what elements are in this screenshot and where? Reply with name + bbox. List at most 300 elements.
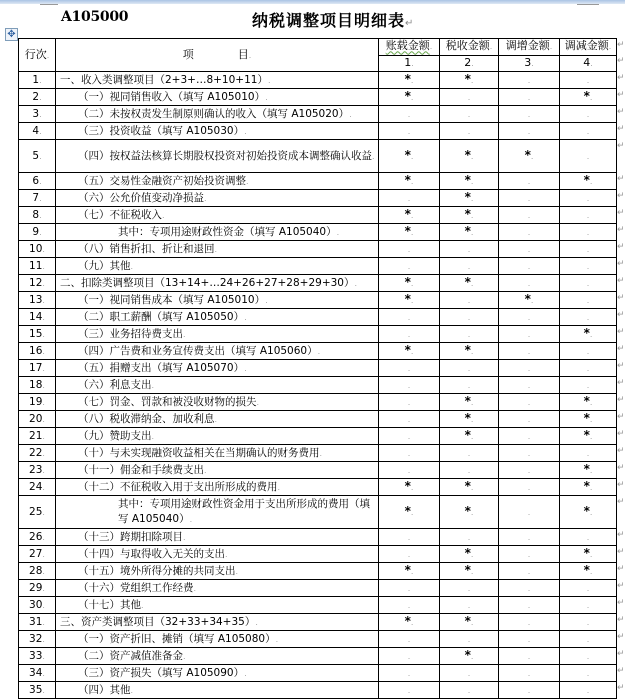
tax-amount-cell[interactable] xyxy=(440,190,499,207)
increase-amount-cell[interactable] xyxy=(499,411,560,428)
book-amount-cell[interactable] xyxy=(379,275,440,292)
increase-amount-cell[interactable] xyxy=(499,360,560,377)
item-cell[interactable] xyxy=(56,292,379,309)
row-number-cell[interactable] xyxy=(19,445,56,462)
decrease-amount-cell[interactable] xyxy=(560,394,617,411)
item-label: （八）销售折扣、折让和退回 xyxy=(78,242,215,255)
cell-end-mark: . xyxy=(42,431,45,441)
item-cell[interactable] xyxy=(56,343,379,360)
cell-end-mark: . xyxy=(42,448,45,458)
tax-amount-cell[interactable] xyxy=(440,529,499,546)
row-end-mark-icon: ↵ xyxy=(617,445,625,456)
not-applicable-mark: * xyxy=(464,648,471,663)
tax-amount-cell[interactable] xyxy=(440,292,499,309)
decrease-amount-cell[interactable] xyxy=(560,123,617,140)
table-row xyxy=(19,496,617,529)
cell-end-mark: . xyxy=(410,152,414,162)
decrease-amount-cell[interactable] xyxy=(560,140,617,173)
row-number-cell[interactable] xyxy=(19,529,56,546)
decrease-amount-cell[interactable] xyxy=(560,648,617,665)
row-number: 13 xyxy=(29,293,43,306)
row-end-mark-icon: ↵ xyxy=(617,462,625,473)
tax-amount-cell[interactable] xyxy=(440,445,499,462)
decrease-amount-cell[interactable] xyxy=(560,597,617,614)
cell-end-mark: . xyxy=(527,127,531,137)
cell-end-mark: . xyxy=(589,177,593,187)
row-number-cell[interactable] xyxy=(19,462,56,479)
table-row xyxy=(19,140,617,173)
book-amount-cell[interactable] xyxy=(379,479,440,496)
header-row-no-label: 行次 xyxy=(24,47,47,61)
not-applicable-mark: * xyxy=(404,343,411,358)
table-move-handle-icon[interactable]: ✥ xyxy=(5,28,18,41)
item-label: （二）未按权责发生制原则确认的收入（填写 A105020） xyxy=(78,107,350,120)
cell-end-mark: . xyxy=(42,261,45,271)
item-cell[interactable] xyxy=(56,106,379,123)
increase-amount-cell[interactable] xyxy=(499,394,560,411)
item-cell[interactable] xyxy=(56,72,379,89)
item-cell[interactable] xyxy=(56,631,379,648)
increase-amount-cell[interactable] xyxy=(499,241,560,258)
item-cell[interactable] xyxy=(56,546,379,563)
not-applicable-mark: * xyxy=(464,504,471,519)
not-applicable-mark: * xyxy=(583,89,590,104)
item-label: （七）罚金、罚款和被没收财物的损失 xyxy=(78,395,257,408)
book-amount-cell[interactable] xyxy=(379,445,440,462)
decrease-amount-cell[interactable] xyxy=(560,207,617,224)
item-cell[interactable] xyxy=(56,496,379,529)
item-cell[interactable] xyxy=(56,89,379,106)
row-number-cell[interactable] xyxy=(19,275,56,292)
table-row xyxy=(19,224,617,241)
book-amount-cell[interactable] xyxy=(379,648,440,665)
row-number-cell[interactable] xyxy=(19,428,56,445)
table-row xyxy=(19,89,617,106)
row-number-cell[interactable] xyxy=(19,394,56,411)
item-cell[interactable] xyxy=(56,479,379,496)
increase-amount-cell[interactable] xyxy=(499,546,560,563)
tax-amount-cell[interactable] xyxy=(440,614,499,631)
increase-amount-cell[interactable] xyxy=(499,173,560,190)
row-number-cell[interactable] xyxy=(19,72,56,89)
item-cell[interactable] xyxy=(56,190,379,207)
row-number-cell[interactable] xyxy=(19,309,56,326)
row-end-mark-icon: ↵ xyxy=(617,241,625,252)
increase-amount-cell[interactable] xyxy=(499,496,560,529)
item-cell[interactable] xyxy=(56,275,379,292)
book-amount-cell[interactable] xyxy=(379,326,440,343)
cell-end-mark: . xyxy=(214,244,218,254)
cell-end-mark: . xyxy=(42,465,45,475)
increase-amount-cell[interactable] xyxy=(499,682,560,699)
not-applicable-mark: * xyxy=(404,207,411,222)
item-label: （二）资产减值准备金 xyxy=(78,649,183,662)
book-amount-cell[interactable] xyxy=(379,496,440,529)
tax-amount-cell[interactable] xyxy=(440,106,499,123)
row-number-cell[interactable] xyxy=(19,326,56,343)
item-cell[interactable] xyxy=(56,665,379,682)
page-corner-mark-right xyxy=(577,4,599,5)
item-label: （九）其他 xyxy=(78,259,131,272)
cell-end-mark: . xyxy=(42,482,45,492)
book-amount-cell[interactable] xyxy=(379,563,440,580)
cell-end-mark: . xyxy=(407,550,411,560)
book-amount-cell[interactable] xyxy=(379,241,440,258)
item-cell[interactable] xyxy=(56,123,379,140)
book-amount-cell[interactable] xyxy=(379,292,440,309)
book-amount-cell[interactable] xyxy=(379,665,440,682)
row-end-mark-icon: ↵ xyxy=(617,631,625,642)
decrease-amount-cell[interactable] xyxy=(560,258,617,275)
cell-end-mark: . xyxy=(354,278,358,288)
cell-end-mark: . xyxy=(411,58,414,68)
row-number-cell[interactable] xyxy=(19,360,56,377)
increase-amount-cell[interactable] xyxy=(499,479,560,496)
increase-amount-cell[interactable] xyxy=(499,326,560,343)
row-number: 3 xyxy=(32,107,40,120)
item-cell[interactable] xyxy=(56,462,379,479)
cell-end-mark: . xyxy=(183,532,186,542)
row-number-cell[interactable] xyxy=(19,479,56,496)
cell-end-mark: . xyxy=(467,669,471,679)
row-number-cell[interactable] xyxy=(19,648,56,665)
item-cell[interactable] xyxy=(56,411,379,428)
tax-amount-cell[interactable] xyxy=(440,394,499,411)
increase-amount-cell[interactable] xyxy=(499,648,560,665)
book-amount-cell[interactable] xyxy=(379,123,440,140)
book-amount-cell[interactable] xyxy=(379,682,440,699)
item-cell[interactable] xyxy=(56,580,379,597)
row-number-cell[interactable] xyxy=(19,190,56,207)
table-row xyxy=(19,665,617,682)
tax-amount-cell[interactable] xyxy=(440,241,499,258)
increase-amount-cell[interactable] xyxy=(499,563,560,580)
item-cell[interactable] xyxy=(56,360,379,377)
book-amount-cell[interactable] xyxy=(379,394,440,411)
item-label: 其中：专项用途财政性资金（填写 A105040） xyxy=(118,225,337,238)
decrease-amount-cell[interactable] xyxy=(560,631,617,648)
tax-amount-cell[interactable] xyxy=(440,648,499,665)
row-number-cell[interactable] xyxy=(19,614,56,631)
decrease-amount-cell[interactable] xyxy=(560,343,617,360)
row-number-cell[interactable] xyxy=(19,665,56,682)
increase-amount-cell[interactable] xyxy=(499,190,560,207)
item-cell[interactable] xyxy=(56,241,379,258)
decrease-amount-cell[interactable] xyxy=(560,275,617,292)
item-cell[interactable] xyxy=(56,326,379,343)
cell-end-mark: . xyxy=(39,109,42,119)
header-decrease-amount xyxy=(560,39,617,56)
tax-amount-cell[interactable] xyxy=(440,462,499,479)
increase-amount-cell[interactable] xyxy=(499,580,560,597)
cell-end-mark: . xyxy=(151,431,155,441)
header-item-label: 项 目 xyxy=(182,47,249,61)
tax-amount-cell[interactable] xyxy=(440,207,499,224)
item-cell[interactable] xyxy=(56,648,379,665)
tax-amount-cell[interactable] xyxy=(440,326,499,343)
cell-end-mark: . xyxy=(407,262,411,272)
row-number-cell[interactable] xyxy=(19,224,56,241)
row-number: 5 xyxy=(32,149,40,162)
row-number-cell[interactable] xyxy=(19,563,56,580)
tax-amount-cell[interactable] xyxy=(440,140,499,173)
increase-amount-cell[interactable] xyxy=(499,140,560,173)
increase-amount-cell[interactable] xyxy=(499,597,560,614)
row-number: 33 xyxy=(29,649,43,662)
cell-end-mark: . xyxy=(470,76,474,86)
decrease-amount-cell[interactable] xyxy=(560,428,617,445)
decrease-amount-cell[interactable] xyxy=(560,614,617,631)
tax-amount-cell[interactable] xyxy=(440,411,499,428)
row-number: 1 xyxy=(32,73,40,86)
increase-amount-cell[interactable] xyxy=(499,665,560,682)
book-amount-cell[interactable] xyxy=(379,190,440,207)
book-amount-cell[interactable] xyxy=(379,258,440,275)
row-number: 20 xyxy=(29,412,43,425)
row-end-mark-icon: ↵ xyxy=(617,123,625,134)
row-number-cell[interactable] xyxy=(19,173,56,190)
item-cell[interactable] xyxy=(56,529,379,546)
tax-amount-cell[interactable] xyxy=(440,309,499,326)
tax-amount-cell[interactable] xyxy=(440,428,499,445)
cell-end-mark: . xyxy=(407,635,411,645)
book-amount-cell[interactable] xyxy=(379,529,440,546)
increase-amount-cell[interactable] xyxy=(499,292,560,309)
cell-end-mark: . xyxy=(319,448,323,458)
table-row xyxy=(19,360,617,377)
item-cell[interactable] xyxy=(56,140,379,173)
book-amount-cell[interactable] xyxy=(379,89,440,106)
cell-end-mark: . xyxy=(527,550,531,560)
cell-end-mark: . xyxy=(586,228,590,238)
cell-end-mark: . xyxy=(267,75,271,85)
table-row xyxy=(19,258,617,275)
row-number-cell[interactable] xyxy=(19,258,56,275)
tax-amount-cell[interactable] xyxy=(440,343,499,360)
book-amount-cell[interactable] xyxy=(379,614,440,631)
decrease-amount-cell[interactable] xyxy=(560,479,617,496)
book-amount-cell[interactable] xyxy=(379,428,440,445)
row-number: 7 xyxy=(32,191,40,204)
row-number: 21 xyxy=(29,429,43,442)
tax-amount-cell[interactable] xyxy=(440,496,499,529)
tax-amount-cell[interactable] xyxy=(440,275,499,292)
decrease-amount-cell[interactable] xyxy=(560,326,617,343)
row-number-cell[interactable] xyxy=(19,106,56,123)
item-cell[interactable] xyxy=(56,377,379,394)
tax-amount-cell[interactable] xyxy=(440,123,499,140)
tax-amount-cell[interactable] xyxy=(440,682,499,699)
tax-amount-cell[interactable] xyxy=(440,360,499,377)
decrease-amount-cell[interactable] xyxy=(560,529,617,546)
cell-end-mark: . xyxy=(42,668,45,678)
item-cell[interactable] xyxy=(56,614,379,631)
decrease-amount-cell[interactable] xyxy=(560,89,617,106)
decrease-amount-cell[interactable] xyxy=(560,411,617,428)
item-cell[interactable] xyxy=(56,309,379,326)
book-amount-cell[interactable] xyxy=(379,173,440,190)
item-cell[interactable] xyxy=(56,428,379,445)
book-amount-cell[interactable] xyxy=(379,597,440,614)
row-number-cell[interactable] xyxy=(19,546,56,563)
cell-end-mark: . xyxy=(407,110,411,120)
decrease-amount-cell[interactable] xyxy=(560,546,617,563)
row-number-cell[interactable] xyxy=(19,597,56,614)
cell-end-mark: . xyxy=(255,617,258,627)
cell-end-mark: . xyxy=(586,194,590,204)
decrease-amount-cell[interactable] xyxy=(560,72,617,89)
decrease-amount-cell[interactable] xyxy=(560,496,617,529)
increase-amount-cell[interactable] xyxy=(499,89,560,106)
decrease-amount-cell[interactable] xyxy=(560,292,617,309)
decrease-amount-cell[interactable] xyxy=(560,190,617,207)
cell-end-mark: . xyxy=(42,329,45,339)
cell-end-mark: . xyxy=(527,228,531,238)
row-number-cell[interactable] xyxy=(19,123,56,140)
item-cell[interactable] xyxy=(56,563,379,580)
row-number-cell[interactable] xyxy=(19,343,56,360)
decrease-amount-cell[interactable] xyxy=(560,377,617,394)
row-number: 30 xyxy=(29,598,43,611)
increase-amount-cell[interactable] xyxy=(499,258,560,275)
tax-amount-cell[interactable] xyxy=(440,563,499,580)
cell-end-mark: . xyxy=(336,227,340,237)
item-cell[interactable] xyxy=(56,258,379,275)
book-amount-cell[interactable] xyxy=(379,140,440,173)
increase-amount-cell[interactable] xyxy=(499,309,560,326)
increase-amount-cell[interactable] xyxy=(499,224,560,241)
increase-amount-cell[interactable] xyxy=(499,428,560,445)
row-number-cell[interactable] xyxy=(19,631,56,648)
page-corner-mark-left xyxy=(40,4,58,5)
book-amount-cell[interactable] xyxy=(379,580,440,597)
increase-amount-cell[interactable] xyxy=(499,377,560,394)
item-cell[interactable] xyxy=(56,394,379,411)
tax-amount-cell[interactable] xyxy=(440,224,499,241)
increase-amount-cell[interactable] xyxy=(499,123,560,140)
cell-end-mark: . xyxy=(244,312,247,322)
decrease-amount-cell[interactable] xyxy=(560,360,617,377)
table-row xyxy=(19,648,617,665)
book-amount-cell[interactable] xyxy=(379,106,440,123)
tax-amount-cell[interactable] xyxy=(440,665,499,682)
not-applicable-mark: * xyxy=(524,148,531,163)
row-number-cell[interactable] xyxy=(19,580,56,597)
cell-end-mark: . xyxy=(589,550,593,560)
row-number-cell[interactable] xyxy=(19,292,56,309)
item-cell[interactable] xyxy=(56,445,379,462)
tax-amount-cell[interactable] xyxy=(440,258,499,275)
cell-end-mark: . xyxy=(204,465,207,475)
decrease-amount-cell[interactable] xyxy=(560,445,617,462)
book-amount-cell[interactable] xyxy=(379,631,440,648)
book-amount-cell[interactable] xyxy=(379,462,440,479)
tax-amount-cell[interactable] xyxy=(440,72,499,89)
increase-amount-cell[interactable] xyxy=(499,207,560,224)
decrease-amount-cell[interactable] xyxy=(560,682,617,699)
item-label: （六）公允价值变动净损益 xyxy=(78,191,204,204)
item-cell[interactable] xyxy=(56,207,379,224)
book-amount-cell[interactable] xyxy=(379,343,440,360)
row-number: 22 xyxy=(29,446,43,459)
decrease-amount-cell[interactable] xyxy=(560,665,617,682)
table-row xyxy=(19,563,617,580)
decrease-amount-cell[interactable] xyxy=(560,580,617,597)
book-amount-cell[interactable] xyxy=(379,360,440,377)
tax-amount-cell[interactable] xyxy=(440,597,499,614)
cell-end-mark: . xyxy=(586,127,590,137)
tax-amount-cell[interactable] xyxy=(440,546,499,563)
decrease-amount-cell[interactable] xyxy=(560,173,617,190)
tax-amount-cell[interactable] xyxy=(440,580,499,597)
row-number: 9 xyxy=(32,225,40,238)
book-amount-cell[interactable] xyxy=(379,309,440,326)
item-cell[interactable] xyxy=(56,682,379,699)
item-cell[interactable] xyxy=(56,224,379,241)
cell-end-mark: . xyxy=(527,347,531,357)
increase-amount-cell[interactable] xyxy=(499,614,560,631)
row-number-cell[interactable] xyxy=(19,496,56,529)
increase-amount-cell[interactable] xyxy=(499,445,560,462)
tax-amount-cell[interactable] xyxy=(440,631,499,648)
cell-end-mark: . xyxy=(317,346,321,356)
decrease-amount-cell[interactable] xyxy=(560,224,617,241)
row-number-cell[interactable] xyxy=(19,89,56,106)
row-number-cell[interactable] xyxy=(19,207,56,224)
tax-amount-cell[interactable] xyxy=(440,479,499,496)
row-number-cell[interactable] xyxy=(19,411,56,428)
book-amount-cell[interactable] xyxy=(379,207,440,224)
book-amount-cell[interactable] xyxy=(379,546,440,563)
decrease-amount-cell[interactable] xyxy=(560,106,617,123)
item-cell[interactable] xyxy=(56,597,379,614)
increase-amount-cell[interactable] xyxy=(499,72,560,89)
row-number: 8 xyxy=(32,208,40,221)
book-amount-cell[interactable] xyxy=(379,72,440,89)
tax-amount-cell[interactable] xyxy=(440,89,499,106)
row-number: 29 xyxy=(29,581,43,594)
row-number-cell[interactable] xyxy=(19,377,56,394)
row-number-cell[interactable] xyxy=(19,140,56,173)
book-amount-cell[interactable] xyxy=(379,377,440,394)
item-label: （八）税收滞纳金、加收利息 xyxy=(78,412,215,425)
increase-amount-cell[interactable] xyxy=(499,462,560,479)
increase-amount-cell[interactable] xyxy=(499,529,560,546)
row-end-mark-icon: ↵ xyxy=(617,479,625,490)
tax-amount-cell[interactable] xyxy=(440,173,499,190)
book-amount-cell[interactable] xyxy=(379,224,440,241)
not-applicable-mark: * xyxy=(583,428,590,443)
increase-amount-cell[interactable] xyxy=(499,343,560,360)
cell-end-mark: . xyxy=(470,347,474,357)
cell-end-mark: . xyxy=(407,245,411,255)
decrease-amount-cell[interactable] xyxy=(560,563,617,580)
cell-end-mark: . xyxy=(586,618,590,628)
item-cell[interactable] xyxy=(56,173,379,190)
row-number-cell[interactable] xyxy=(19,241,56,258)
decrease-amount-cell[interactable] xyxy=(560,241,617,258)
cell-end-mark: . xyxy=(586,652,590,662)
tax-amount-cell[interactable] xyxy=(440,377,499,394)
decrease-amount-cell[interactable] xyxy=(560,309,617,326)
row-number-cell[interactable] xyxy=(19,682,56,699)
book-amount-cell[interactable] xyxy=(379,411,440,428)
increase-amount-cell[interactable] xyxy=(499,275,560,292)
cell-end-mark: . xyxy=(407,194,411,204)
increase-amount-cell[interactable] xyxy=(499,106,560,123)
increase-amount-cell[interactable] xyxy=(499,631,560,648)
decrease-amount-cell[interactable] xyxy=(560,462,617,479)
